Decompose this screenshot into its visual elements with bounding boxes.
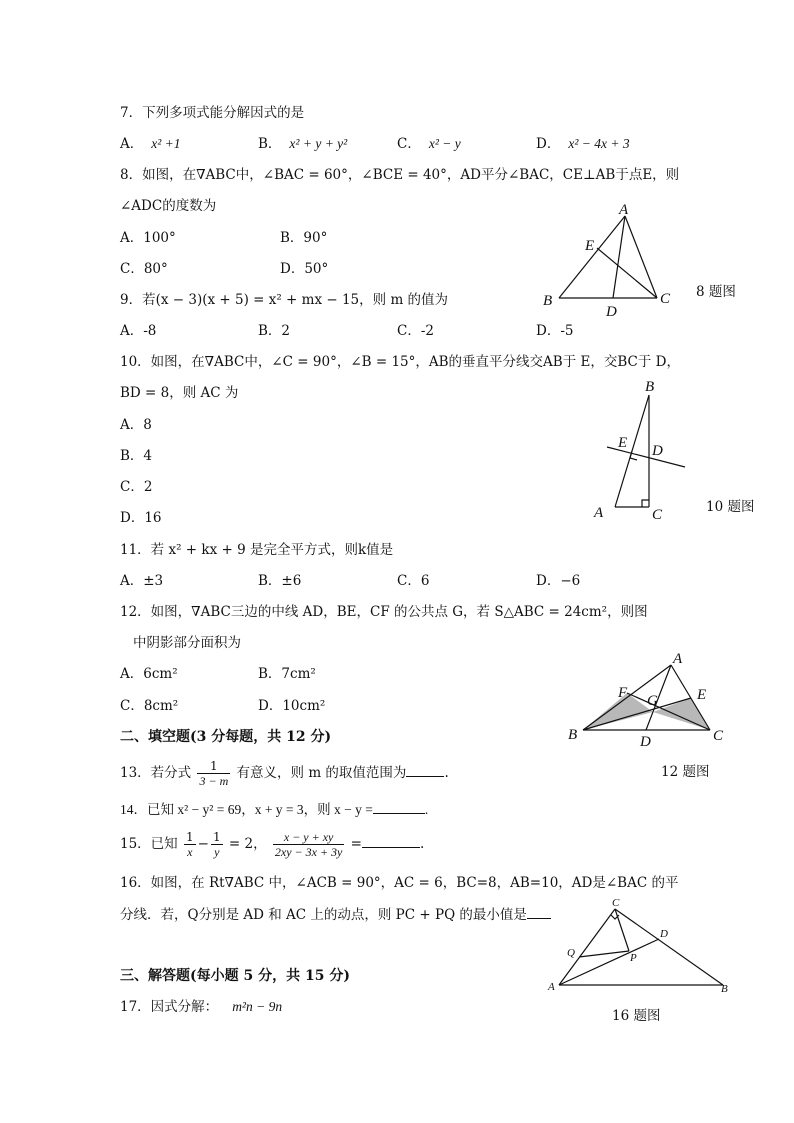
f8-label-b: B [543,293,553,309]
q11-option-c: C．6 [397,573,430,589]
f8-label-a: A [619,202,629,218]
f10-label-b: B [645,379,655,395]
f12-label-g: G [647,693,658,709]
q9-stem: 9．若(x − 3)(x + 5) = x² + mx − 15，则 m 的值为 [120,292,449,308]
q13: 13．若分式 $\frac{1}{3 - m}$ 有意义，则 m 的取值范围为 . [120,759,449,788]
figure-8 [535,198,695,323]
f16-label-c: C [612,897,620,909]
q8-option-d: D．50° [280,261,329,277]
f16-label-d: D [660,928,668,940]
f12-label-a: A [673,651,683,667]
q7-option-c: C． x² − y [397,136,461,152]
q11-option-b: B．±6 [258,573,302,589]
q8-option-b: B．90° [280,230,328,246]
q11-stem: 11．若 x² + kx + 9 是完全平方式，则k值是 [120,542,394,558]
q10-stem-cont: BD = 8，则 AC 为 [120,385,239,401]
q9-option-b: B．2 [258,323,291,339]
q10-option-b: B．4 [120,448,153,464]
f16-label-q: Q [567,947,575,959]
q7-option-d: D． x² − 4x + 3 [536,136,630,152]
q9-option-a: A．-8 [120,323,157,339]
figure-16-caption: 16 题图 [612,1008,661,1024]
q16-stem-cont: 分线．若，Q分别是 AD 和 AC 上的动点，则 PC + PQ 的最小值是 [120,906,551,924]
q12-option-a: A．6cm² [120,666,178,682]
q10-option-c: C．2 [120,479,153,495]
q8-option-a: A．100° [120,230,176,246]
q9-option-c: C．-2 [397,323,434,339]
f10-label-c: C [652,507,663,523]
q11-option-a: A．±3 [120,573,164,589]
f12-label-e: E [697,687,707,703]
f10-label-d: D [652,443,663,459]
figure-16 [545,895,735,1000]
f10-label-e: E [618,435,628,451]
section-3-heading: 三、解答题(每小题 5 分，共 15 分) [120,968,350,984]
q11-option-d: D．−6 [536,573,581,589]
q13-fraction: $\frac{1}{3 - m}$ [199,759,229,788]
q10-stem: 10．如图，在∇ABC中，∠C = 90°，∠B = 15°，AB的垂直平分线交AB于 E，交BC于 D， [120,354,680,370]
f8-label-c: C [660,291,671,307]
f16-label-p: P [630,952,637,964]
q8-stem-cont: ∠ADC的度数为 [120,198,217,214]
q12-stem: 12．如图，∇ABC三边的中线 AD，BE，CF 的公共点 G，若 S△ABC = 24cm²，则图 [120,604,648,620]
f16-label-a: A [548,981,555,993]
q12-option-c: C．8cm² [120,698,179,714]
q8-stem: 8．如图，在∇ABC中，∠BAC = 60°，∠BCE = 40°，AD平分∠BAC，CE⊥AB于点E，则 [120,167,680,183]
f8-label-d: D [606,304,617,320]
q16-stem: 16．如图，在 Rt∇ABC 中，∠ACB = 90°，AC = 6，BC=8，AB=10，AD是∠BAC 的平 [120,875,679,891]
q14: 14．已知 x² − y² = 69，x + y = 3，则 x − y = . [120,802,429,817]
q7-option-a: A． x² +1 [120,136,181,152]
q10-option-d: D．16 [120,510,162,526]
q8-option-c: C．80° [120,261,168,277]
f8-label-e: E [585,238,595,254]
f12-label-f: F [618,685,628,701]
q12-option-d: D．10cm² [258,698,326,714]
q7-stem: 7．下列多项式能分解因式的是 [120,105,305,121]
f10-label-a: A [594,505,604,521]
section-2-heading: 二、填空题(3 分每题，共 12 分) [120,729,332,745]
figure-12 [565,650,735,750]
figure-8-caption: 8 题图 [696,284,736,300]
f12-label-d: D [640,734,651,750]
q7-option-b: B． x² + y + y² [258,136,348,152]
figure-10 [585,375,695,525]
q15: 15．已知 $\frac{1}{x}$ − $\frac{1}{y}$ = 2， $\frac{x - y + xy}{2xy - 3x + 3y}$ = . [120,830,425,859]
f16-label-b: B [721,983,728,995]
figure-10-caption: 10 题图 [706,499,755,515]
q12-option-b: B．7cm² [258,666,316,682]
figure-12-caption: 12 题图 [661,764,710,780]
q9-option-d: D．-5 [536,323,574,339]
q10-option-a: A．8 [120,417,152,433]
f12-label-c: C [713,728,724,744]
q17: 17．因式分解： m²n − 9n [120,999,283,1015]
q12-stem-cont: 中阴影部分面积为 [133,635,241,651]
f12-label-b: B [568,727,578,743]
